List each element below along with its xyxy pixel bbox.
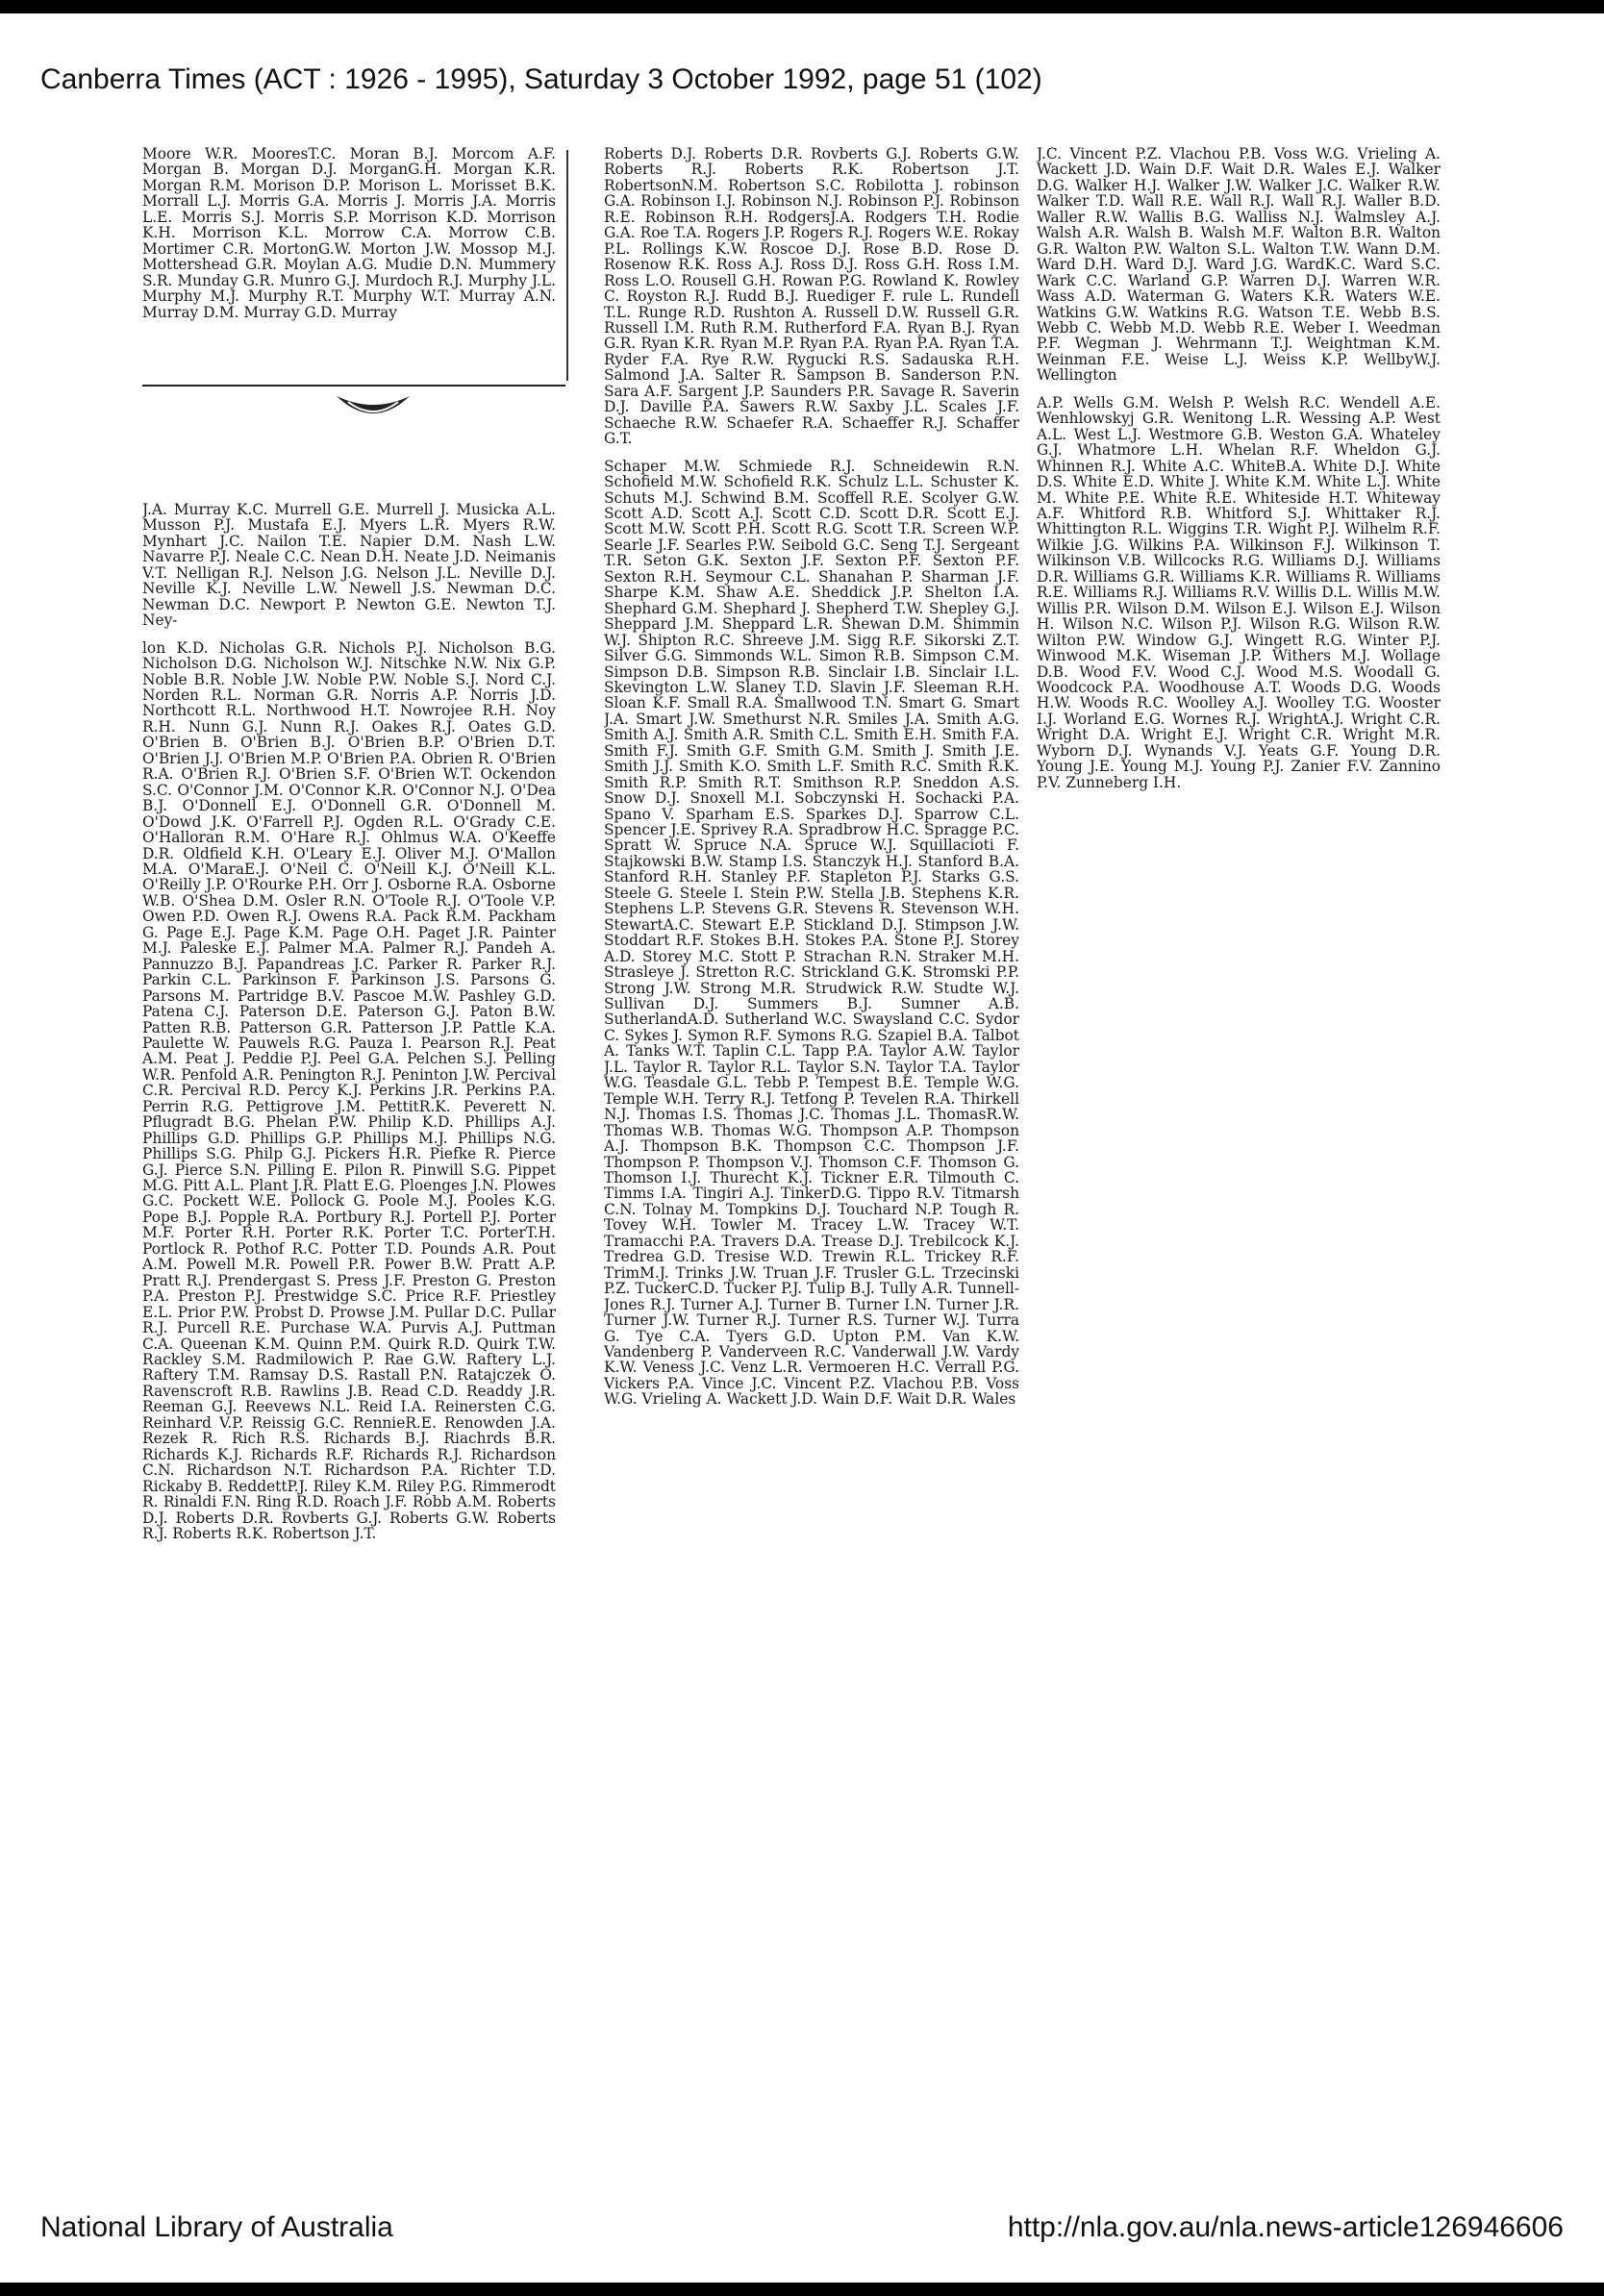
names-paragraph: lon K.D. Nicholas G.R. Nichols P.J. Nicholson B.G. Nicholson D.G. Nicholson W.J. Nitschke N.W. Nix G.P. Noble B.R. Noble J.W. Noble P.W. Noble S.J. Nord C.J. Norden R.L. Norman G.R. Norris A.P. Norris J.D. Northcott R.L. Northwood H.T. Nowrojee R.H. Noy R.H. Nunn G.J. Nunn R.J. Oakes R.J. Oates G.D. O'Brien B. O'Brien B.J. O'Brien B.P. O'Brien D.T. O'Brien J.J. O'Brien M.P. O'Brien P.A. Obrien R. O'Brien R.A. O'Brien R.J. O'Brien S.F. O'Brien W.T. Ockendon S.C. O'Connor J.M. O'Connor K.R. O'Connor N.J. O'Dea B.J. O'Donnell E.J. O'Donnell G.R. O'Donnell M. O'Dowd J.K. O'Farrell P.J. Ogden R.L. O'Grady C.E. O'Halloran R.M. O'Hare R.J. Ohlmus W.A. O'Keeffe D.R. Oldfield K.H. O'Leary E.J. Oliver M.J. O'Mallon M.A. O'MaraE.J. O'Neil C. O'Neill K.J. O'Neill K.L. O'Reilly J.P. O'Rourke P.H. Orr J. Osborne R.A. Osborne W.B. O'Shea D.M. Osler R.N. O'Toole R.J. O'Toole V.P. Owen P.D. Owen R.J. Owens R.A. Pack R.M. Packham G. Page E.J. Page K.M. Page O.H. Paget J.R. Painter M.J. Paleske E.J. Palmer M.A. Palmer R.J. Pandeh A. Pannuzzo B.J. Papandreas J.C. Parker R. Parker R.J. Parkin C.L. Parkinson F. Parkinson J.S. Parsons G. Parsons M. Partridge B.V. Pascoe M.W. Pashley G.D. Patena C.J. Paterson D.E. Paterson G.J. Paton B.W. Patten R.B. Patterson G.R. Patterson J.P. Pattle K.A. Paulette W. Pauwels R.G. Pauza I. Pearson R.J. Peat A.M. Peat J. Peddie P.J. Peel G.A. Pelchen S.J. Pelling W.R. Penfold A.R. Penington R.J. Peninton J.W. Percival C.R. Percival R.D. Percy K.J. Perkins J.R. Perkins P.A. Perrin R.G. Pettigrove J.M. PettitR.K. Peverett N. Pflugradt B.G. Phelan P.W. Philip K.D. Phillips A.J. Phillips G.D. Phillips G.P. Phillips M.J. Phillips N.G. Phillips S.G. Philp G.J. Pickers H.R. Piefke R. Pierce G.J. Pierce S.N. Pilling E. Pilon R. Pinwill S.G. Pippet M.G. Pitt A.L. Plant J.R. Platt E.G. Ploenges J.N. Plowes G.C. Pockett W.E. Pollock G. Poole M.J. Pooles K.G. Pope B.J. Popple R.A. Portbury R.J. Portell P.J. Porter M.F. Porter R.H. Porter R.K. Porter T.C. PorterT.H. Portlock R. Pothof R.C. Potter T.D. Pounds A.R. Pout A.M. Powell M.R. Powell P.R. Power B.W. Pratt A.P. Pratt R.J. Prendergast S. Press J.F. Preston G. Preston P.A. Preston P.J. Prestwidge S.C. Price R.F. Priestley E.L. Prior P.W. Probst D. Prowse J.M. Pullar D.C. Pullar R.J. Purcell R.E. Purchase W.A. Purvis A.J. Puttman C.A. Queenan K.M. Quinn P.M. Quirk R.D. Quirk T.W. Rackley S.M. Radmilowich P. Rae G.W. Raftery L.J. Raftery T.M. Ramsay D.S. Rastall P.N. Ratajczek O. Ravenscroft R.B. Rawlins J.B. Read C.D. Readdy J.R. Reeman G.J. Reevews N.L. Reid I.A. Reinersten C.G. Reinhard V.P. Reissig G.C. RennieR.E. Renowden J.A. Rezek R. Rich R.S. Richards B.J. Riachrds B.R. Richards K.J. Richards R.F. Richards R.J. Richardson C.N. Richardson N.T. Richardson P.A. Richter T.D. Rickaby B. ReddettP.J. Riley K.M. Riley P.G. Rimmerodt R. Rinaldi F.N. Ring R.D. Roach J.F. Robb A.M. Roberts D.J. Roberts D.R. Rovberts G.J. Roberts G.W. Roberts R.J. Roberts R.K. Robertson J.T. [142, 638, 556, 1542]
section-rule [142, 385, 565, 387]
names-paragraph: Moore W.R. MooresT.C. Moran B.J. Morcom A.F. Morgan B. Morgan D.J. MorganG.H. Morgan K.R. Morgan R.M. Morison D.P. Morison L. Morisset B.K. Morrall L.J. Morris G.A. Morris J. Morris J.A. Morris L.E. Morris S.J. Morris S.P. Morrison K.D. Morrison K.H. Morrison K.L. Morrow C.A. Morrow C.B. Mortimer C.R. MortonG.W. Morton J.W. Mossop M.J. Mottershead G.R. Moylan A.G. Mudie D.N. Mummery S.R. Munday G.R. Munro G.J. Murdoch R.J. Murphy J.L. Murphy M.J. Murphy R.T. Murphy W.T. Murray A.N. Murray D.M. Murray G.D. Murray [142, 146, 556, 321]
column-divider [566, 150, 568, 381]
library-name: National Library of Australia [40, 2211, 393, 2243]
names-paragraph: J.C. Vincent P.Z. Vlachou P.B. Voss W.G. Vrieling A. Wackett J.D. Wain D.F. Wait D.R. Wales E.J. Walker D.G. Walker H.J. Walker J.W. Walker J.C. Walker R.W. Walker T.D. Wall R.E. Wall R.J. Wall R.J. Waller B.D. Waller R.W. Wallis B.G. Walliss N.J. Walmsley A.J. Walsh A.R. Walsh B. Walsh M.F. Walton B.R. Walton G.R. Walton P.W. Walton S.L. Walton T.W. Wann D.M. Ward D.H. Ward D.J. Ward J.G. WardK.C. Ward S.C. Wark C.C. Warland G.P. Warren D.J. Warren W.R. Wass A.D. Waterman G. Waters K.R. Waters W.E. Watkins G.W. Watkins R.G. Watson T.E. Webb B.S. Webb C. Webb M.D. Webb R.E. Weber I. Weedman P.F. Wegman J. Wehrmann T.J. Weightman K.M. Weinman F.E. Weise L.J. Weiss K.P. WellbyW.J. Wellington [1037, 146, 1441, 385]
column-3 [1037, 146, 1441, 1035]
article-url[interactable]: http://nla.gov.au/nla.news-article126946606 [1007, 2211, 1564, 2243]
column-2 [604, 146, 1019, 1977]
bottom-border [0, 2283, 1604, 2296]
top-border [0, 0, 1604, 13]
column-1-top [142, 146, 556, 383]
names-paragraph: J.A. Murray K.C. Murrell G.E. Murrell J. Musicka A.L. Musson P.J. Mustafa E.J. Myers L.R. Myers R.W. Mynhart J.C. Nailon T.E. Napier D.M. Nash L.W. Navarre P.J. Neale C.C. Nean D.H. Neate J.D. Neimanis V.T. Nelligan R.J. Nelson J.G. Nelson J.L. Neville D.J. Neville K.J. Neville L.W. Newell J.S. Newman D.C. Newman D.C. Newport P. Newton G.E. Newton T.J. Ney- [142, 502, 556, 630]
names-paragraph: Roberts D.J. Roberts D.R. Rovberts G.J. Roberts G.W. Roberts R.J. Roberts R.K. Robertson J.T. RobertsonN.M. Robertson S.C. Robilotta J. robinson G.A. Robinson I.J. Robinson N.J. Robinson P.J. Robinson R.E. Robinson R.H. RodgersJ.A. Rodgers T.H. Rodie G.A. Roe T.A. Rogers J.P. Rogers R.J. Rogers W.E. Rokay P.L. Rollings K.W. Roscoe D.J. Rose B.D. Rose D. Rosenow R.K. Ross A.J. Ross D.J. Ross G.H. Ross I.M. Ross L.O. Rousell G.H. Rowan P.G. Rowland K. Rowley C. Royston R.J. Rudd B.J. Ruediger F. rule L. Rundell T.L. Runge R.D. Rushton A. Russell D.W. Russell G.R. Russell I.M. Ruth R.M. Rutherford F.A. Ryan B.J. Ryan G.R. Ryan K.R. Ryan M.P. Ryan P.A. Ryan P.A. Ryan T.A. Ryder F.A. Rye R.W. Rygucki R.S. Sadauska R.H. Salmond J.A. Salter R. Sampson B. Sanderson P.N. Sara A.F. Sargent J.P. Saunders P.R. Savage R. Saverin D.J. Daville P.A. Sawers R.W. Saxby J.L. Scales J.F. Schaeche R.W. Schaefer R.A. Schaeffer R.J. Schaffer G.T. [604, 146, 1019, 448]
names-paragraph: Schaper M.W. Schmiede R.J. Schneidewin R.N. Schofield M.W. Schofield R.K. Schulz L.L. Schuster K. Schuts M.J. Schwind B.M. Scoffell R.E. Scolyer G.W. Scott A.D. Scott A.J. Scott C.D. Scott D.R. Scott E.J. Scott M.W. Scott P.H. Scott R.G. Scott T.R. Screen W.P. Searle J.F. Searles P.W. Seibold G.C. Seng T.J. Sergeant T.R. Seton G.K. Sexton J.F. Sexton P.F. Sexton P.F. Sexton R.H. Seymour C.L. Shanahan P. Sharman J.F. Sharpe K.M. Shaw A.E. Sheddick J.P. Shelton I.A. Shephard G.M. Shephard J. Shepherd T.W. Shepley G.J. Sheppard J.M. Sheppard L.R. Shewan D.M. Shimmin W.J. Shipton R.C. Shreeve J.M. Sigg R.F. Sikorski Z.T. Silver G.G. Simmonds W.L. Simon R.B. Simpson C.M. Simpson D.B. Simpson R.B. Sinclair I.B. Sinclair I.L. Skevington L.W. Slaney T.D. Slavin J.F. Sleeman R.H. Sloan K.F. Small R.A. Smallwood T.N. Smart G. Smart J.A. Smart J.W. Smethurst N.R. Smiles J.A. Smith A.G. Smith A.J. Smith A.R. Smith C.L. Smith E.H. Smith F.A. Smith F.J. Smith G.F. Smith G.M. Smith J. Smith J.E. Smith J.J. Smith K.O. Smith L.F. Smith R.C. Smith R.K. Smith R.P. Smith R.T. Smithson R.P. Sneddon A.S. Snow D.J. Snoxell M.I. Sobczynski H. Sochacki P.A. Spano V. Sparham E.S. Sparkes D.J. Sparrow C.L. Spencer J.E. Sprivey R.A. Spradbrow H.C. Spragge P.C. Spratt W. Spruce N.A. Spruce W.J. Squillacioti F. Stajkowski B.W. Stamp I.S. Stanczyk H.J. Stanford B.A. Stanford R.H. Stanley P.F. Stapleton P.J. Starks G.S. Steele G. Steele I. Stein P.W. Stella J.B. Stephens K.R. Stephens L.P. Stevens G.R. Stevens R. Stevenson W.H. StewartA.C. Stewart E.P. Stickland D.J. Stimpson J.W. Stoddart R.F. Stokes B.H. Stokes P.A. Stone P.J. Storey A.D. Storey M.C. Stott P. Strachan R.N. Straker M.H. Strasleye J. Stretton R.C. Strickland G.K. Stromski P.P. Strong J.W. Strong M.R. Strudwick R.W. Studte W.J. Sullivan D.J. Summers B.J. Sumner A.B. SutherlandA.D. Sutherland W.C. Swaysland C.C. Sydor C. Sykes J. Symon R.F. Symons R.G. Szapiel B.A. Talbot A. Tanks W.T. Taplin C.L. Tapp P.A. Taylor A.W. Taylor J.L. Taylor R. Taylor R.L. Taylor S.N. Taylor T.A. Taylor W.G. Teasdale G.L. Tebb P. Tempest B.E. Temple W.G. Temple W.H. Terry R.J. Tetfong P. Tevelen R.A. Thirkell N.J. Thomas I.S. Thomas J.C. Thomas J.L. ThomasR.W. Thomas W.B. Thomas W.G. Thompson A.P. Thompson A.J. Thompson B.K. Thompson C.C. Thompson J.F. Thompson P. Thompson V.J. Thomson C.F. Thomson G. Thomson I.J. Thurecht K.J. Tickner E.R. Tilmouth C. Timms I.A. Tingiri A.J. TinkerD.G. Tippo R.V. Titmarsh C.N. Tolnay M. Tompkins D.J. Touchard N.P. Tough R. Tovey W.H. Towler M. Tracey L.W. Tracey W.T. Tramacchi P.A. Travers D.A. Trease D.J. Trebilcock K.J. Tredrea G.D. Tresise W.D. Trewin R.L. Trickey R.F. TrimM.J. Trinks J.W. Truan J.F. Trusler G.L. Trzecinski P.Z. TuckerC.D. Tucker P.J. Tulip B.J. Tully A.R. Tunnell-Jones R.J. Turner A.J. Turner B. Turner I.N. Turner J.R. Turner J.W. Turner R.J. Turner R.S. Turner W.J. Turra G. Tye C.A. Tyers G.D. Upton P.M. Van K.W. Vandenberg P. Vanderveen R.C. Vanderwall J.W. Vardy K.W. Veness J.C. Venz L.R. Vermoeren H.C. Verrall P.G. Vickers P.A. Vince J.C. Vincent P.Z. Vlachou P.B. Voss W.G. Vrieling A. Wackett J.D. Wain D.F. Wait D.R. Wales [604, 457, 1019, 1409]
citation-header: Canberra Times (ACT : 1926 - 1995), Saturday 3 October 1992, page 51 (102) [40, 63, 1042, 95]
ornament-icon [335, 392, 412, 427]
column-1-bottom [142, 502, 556, 1977]
names-paragraph: A.P. Wells G.M. Welsh P. Welsh R.C. Wendell A.E. Wenhlowskyj G.R. Wenitong L.R. Wessing A.P. West A.L. West L.J. Westmore G.B. Weston G.A. Whateley G.J. Whatmore L.H. Whelan R.F. Wheldon G.J. Whinnen R.J. White A.C. WhiteB.A. White D.J. White D.S. White E.D. White J. White K.M. White L.J. White M. White P.E. White R.E. Whiteside H.T. Whiteway A.F. Whitford R.B. Whitford S.J. Whittaker R.J. Whittington R.L. Wiggins T.R. Wight P.J. Wilhelm R.F. Wilkie J.G. Wilkins P.A. Wilkinson F.J. Wilkinson T. Wilkinson V.B. Willcocks R.G. Williams D.J. Williams D.R. Williams G.R. Williams K.R. Williams R. Williams R.E. Williams R.J. Williams R.V. Willis D.L. Willis M.W. Willis P.R. Wilson D.M. Wilson E.J. Wilson E.J. Wilson H. Wilson N.C. Wilson P.J. Wilson R.G. Wilson R.W. Wilton P.W. Window G.J. Wingett R.G. Winter P.J. Winwood M.K. Wiseman J.P. Withers M.J. Wollage D.B. Wood F.V. Wood C.J. Wood M.S. Woodall G. Woodcock P.A. Woodhouse A.T. Woods D.G. Woods H.W. Woods R.C. Woolley A.J. Woolley T.G. Wooster I.J. Worland E.G. Wornes R.J. WrightA.J. Wright C.R. Wright D.A. Wright E.J. Wright C.R. Wright M.R. Wyborn D.J. Wynands V.J. Yeats G.F. Young D.R. Young J.E. Young M.J. Young P.J. Zanier F.V. Zannino P.V. Zunneberg I.H. [1037, 393, 1441, 791]
